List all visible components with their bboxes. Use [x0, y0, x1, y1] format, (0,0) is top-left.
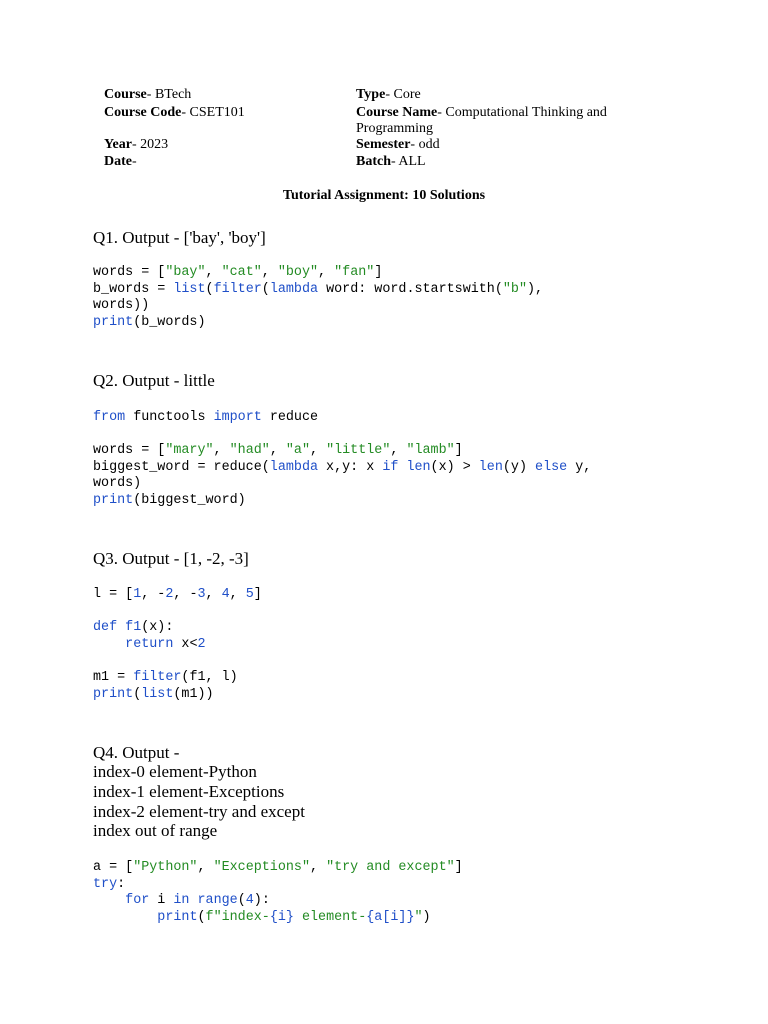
batch-field: [356, 154, 426, 170]
semester-field: [356, 137, 440, 153]
code-line: b_words = list(filter(lambda word: word.startswith("b"),: [93, 281, 544, 297]
type-field: [356, 87, 421, 103]
course-value: - BTech: [146, 87, 192, 102]
code-line: print(b_words): [93, 314, 206, 330]
q4-output-line: index-2 element-try and except: [93, 802, 305, 821]
q1-heading: Q1. Output - ['bay', 'boy']: [93, 228, 266, 247]
semester-label: Semester: [356, 137, 411, 152]
code-line: print(list(m1)): [93, 686, 214, 702]
course-name-label: Course Name: [356, 105, 438, 120]
q4-code-block: [93, 860, 463, 926]
q2-code-block: [93, 410, 591, 510]
code-line: return x<2: [125, 636, 206, 652]
code-line: print(biggest_word): [93, 492, 246, 508]
code-line: print(f"index-{i} element-{a[i]}"): [157, 909, 431, 925]
code-line: try:: [93, 876, 126, 892]
q1-code-block: [93, 265, 543, 331]
course-field: [104, 87, 191, 103]
batch-label: Batch: [356, 154, 391, 169]
semester-value: - odd: [410, 137, 440, 152]
course-name-field: [356, 105, 607, 121]
q4-output-line: index-0 element-Python: [93, 762, 257, 781]
q3-code-block: [93, 587, 262, 703]
date-field: [104, 154, 137, 170]
q4-output-line: index out of range: [93, 821, 218, 840]
code-line: for i in range(4):: [125, 893, 270, 909]
q2-heading: Q2. Output - little: [93, 371, 215, 390]
q4-output-line: index-1 element-Exceptions: [93, 782, 285, 801]
code-line: words)): [93, 298, 150, 314]
code-line: l = [1, -2, -3, 4, 5]: [93, 587, 262, 602]
year-value: - 2023: [132, 137, 169, 152]
type-label: Type: [356, 87, 386, 102]
code-line: from functools import reduce: [93, 410, 319, 425]
q3-heading: Q3. Output - [1, -2, -3]: [93, 549, 249, 568]
code-line: biggest_word = reduce(lambda x,y: x if len(x) > len(y) else y,: [93, 459, 592, 475]
type-value: - Core: [385, 87, 421, 102]
code-line: words = ["mary", "had", "a", "little", "lamb"]: [93, 443, 463, 459]
course-name-value: - Computational Thinking and: [437, 105, 607, 120]
page-title: Tutorial Assignment: 10 Solutions: [282, 188, 486, 203]
course-code-field: [104, 105, 245, 121]
date-label: Date: [104, 154, 132, 169]
year-label: Year: [104, 137, 132, 152]
code-line: words = ["bay", "cat", "boy", "fan"]: [93, 265, 383, 280]
code-line: a = ["Python", "Exceptions", "try and except"]: [93, 860, 463, 875]
code-line: words): [93, 476, 142, 492]
code-line: m1 = filter(f1, l): [93, 669, 238, 685]
batch-value: - ALL: [391, 154, 426, 169]
code-line: def f1(x):: [93, 620, 174, 636]
course-label: Course: [104, 87, 147, 102]
course-name-continuation: Programming: [356, 121, 433, 136]
course-code-value: - CSET101: [181, 105, 245, 120]
date-value: -: [132, 154, 137, 169]
year-field: [104, 137, 168, 153]
course-code-label: Course Code: [104, 105, 182, 120]
q4-heading: Q4. Output -: [93, 743, 180, 762]
